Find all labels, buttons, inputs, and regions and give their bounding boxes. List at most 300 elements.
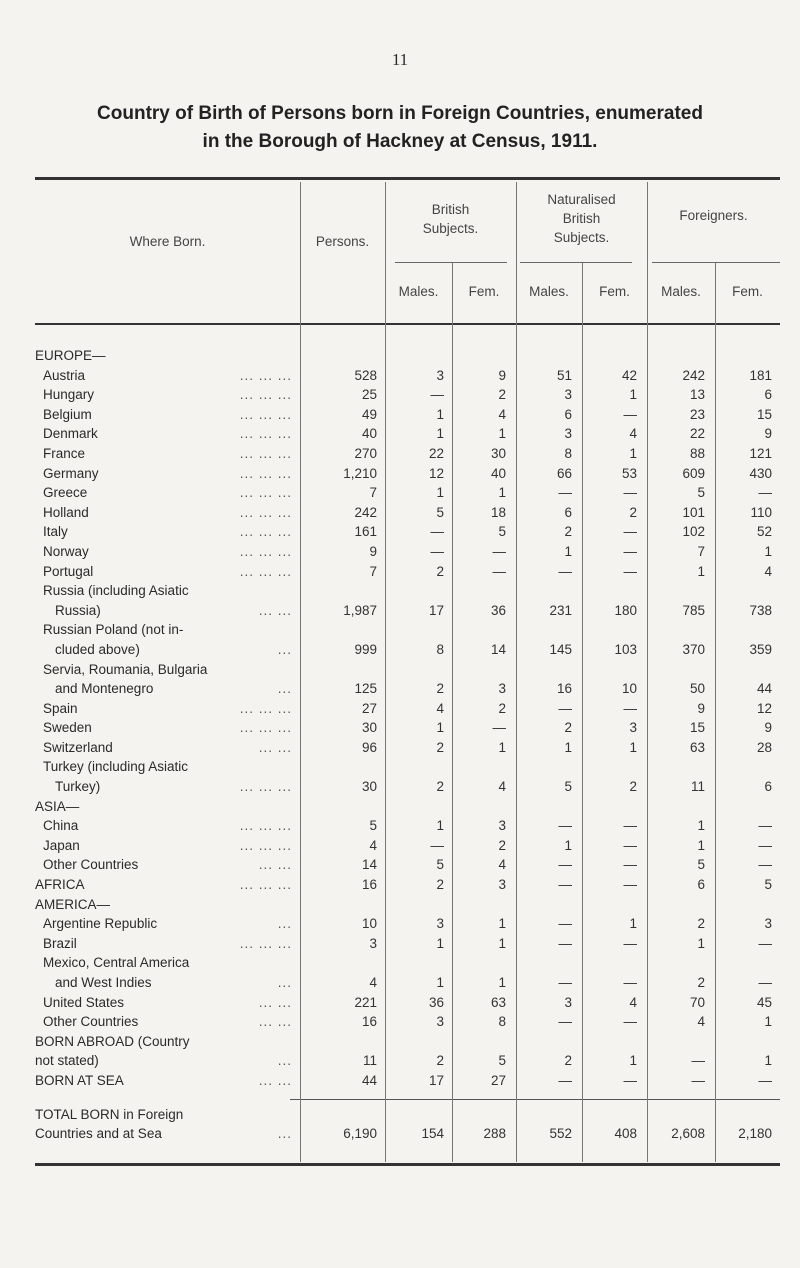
header-foreigners: Foreigners.: [679, 208, 748, 223]
total-cell: [300, 1124, 385, 1144]
cell-value: 1: [498, 485, 506, 501]
table-cell: [516, 757, 582, 777]
table-cell: [452, 1032, 516, 1052]
cell-value: 3: [629, 720, 637, 736]
cell-value: 70: [689, 994, 705, 1010]
cell-value: 1: [436, 935, 444, 951]
table-row: [35, 993, 780, 1013]
total-value: 408: [614, 1126, 637, 1142]
table-cell: [385, 699, 452, 719]
cell-value: 125: [354, 681, 377, 697]
table-cell: [715, 503, 780, 523]
table-cell: [300, 1051, 385, 1071]
cell-value: 609: [682, 465, 705, 481]
cell-value: 242: [354, 504, 377, 520]
cell-value: 9: [498, 367, 506, 383]
cell-value: 4: [629, 994, 637, 1010]
table-cell: [452, 895, 516, 915]
leader-dots: ... ... ...: [239, 387, 292, 403]
table-row: [35, 718, 780, 738]
table-row: [35, 679, 780, 699]
cell-value: 1: [764, 1053, 772, 1069]
row-label-text: Switzerland: [43, 739, 113, 755]
total-value: 288: [483, 1126, 506, 1142]
cell-value: 1: [436, 720, 444, 736]
table-cell: [715, 581, 780, 601]
leader-dots: ...: [277, 641, 292, 657]
table-cell: [300, 620, 385, 640]
title-line-2: in the Borough of Hackney at Census, 1911.: [202, 131, 598, 152]
table-cell: [647, 797, 715, 817]
table-cell: [452, 385, 516, 405]
row-label-text: Denmark: [43, 426, 98, 442]
table-cell: [300, 542, 385, 562]
row-label: [35, 738, 300, 758]
cell-value: —: [558, 1072, 572, 1088]
cell-value: 2: [564, 524, 572, 540]
row-label: [35, 914, 300, 934]
cell-value: 27: [361, 700, 377, 716]
cell-value: —: [623, 524, 637, 540]
table-cell: [582, 562, 647, 582]
table-row: [35, 1071, 780, 1091]
table-cell: [300, 522, 385, 542]
cell-value: 4: [697, 1014, 705, 1030]
cell-value: 2: [436, 1053, 444, 1069]
table-cell: [647, 914, 715, 934]
row-label: [35, 366, 300, 386]
table-cell: [452, 503, 516, 523]
table-row: [35, 522, 780, 542]
table-cell: [452, 562, 516, 582]
table-cell: [300, 875, 385, 895]
table-row: [35, 660, 780, 680]
cell-value: 2: [436, 779, 444, 795]
row-label-text: Germany: [43, 465, 99, 481]
table-cell: [582, 444, 647, 464]
total-label-line2: [35, 1124, 300, 1144]
table-cell: [385, 934, 452, 954]
cell-value: —: [623, 563, 637, 579]
cell-value: 44: [361, 1072, 377, 1088]
cell-value: 45: [756, 994, 772, 1010]
cell-value: 270: [354, 445, 377, 461]
leader-dots: ... ...: [258, 1072, 292, 1088]
table-cell: [516, 346, 582, 366]
cell-value: —: [758, 857, 772, 873]
row-label: [35, 777, 300, 797]
row-label-text: Portugal: [43, 563, 94, 579]
row-label-text: ASIA—: [35, 798, 80, 814]
table-cell: [647, 1071, 715, 1091]
cell-value: 3: [498, 818, 506, 834]
cell-value: 49: [361, 406, 377, 422]
cell-value: —: [623, 1014, 637, 1030]
leader-dots: ... ... ...: [239, 818, 292, 834]
table-cell: [385, 718, 452, 738]
cell-value: 3: [436, 1014, 444, 1030]
leader-dots: ... ...: [258, 739, 292, 755]
cell-value: —: [623, 700, 637, 716]
cell-value: —: [691, 1053, 705, 1069]
cell-value: —: [758, 837, 772, 853]
table-cell: [715, 1032, 780, 1052]
table-cell: [385, 895, 452, 915]
row-label-text: AFRICA: [35, 877, 85, 893]
table-cell: [452, 366, 516, 386]
table-bottom-rule: [35, 1163, 780, 1166]
table-cell: [582, 346, 647, 366]
cell-value: 23: [689, 406, 705, 422]
table-row: [35, 953, 780, 973]
row-label-text: and Montenegro: [55, 681, 154, 697]
cell-value: 15: [756, 406, 772, 422]
row-label: [35, 895, 300, 915]
header-british-males: Males.: [398, 284, 439, 299]
table-cell: [516, 934, 582, 954]
table-cell: [385, 679, 452, 699]
row-label-text: Turkey): [55, 779, 101, 795]
cell-value: —: [492, 563, 506, 579]
table-cell: [300, 895, 385, 915]
table-row: [35, 464, 780, 484]
table-cell: [582, 1105, 647, 1125]
table-cell: [647, 953, 715, 973]
table-cell: [300, 1071, 385, 1091]
table-cell: [385, 503, 452, 523]
table-row: [35, 366, 780, 386]
row-label: [35, 855, 300, 875]
table-cell: [516, 1051, 582, 1071]
cell-value: 17: [428, 602, 444, 618]
row-label: [35, 953, 300, 973]
cell-value: 5: [764, 877, 772, 893]
cell-value: 1: [764, 543, 772, 559]
row-label: [35, 934, 300, 954]
table-row: [35, 620, 780, 640]
table-cell: [715, 424, 780, 444]
leader-dots: ... ... ...: [239, 426, 292, 442]
table-row: [35, 346, 780, 366]
table-cell: [452, 346, 516, 366]
table-cell: [385, 366, 452, 386]
row-label: [35, 679, 300, 699]
cell-value: —: [430, 543, 444, 559]
cell-value: —: [558, 563, 572, 579]
total-cell: [452, 1124, 516, 1144]
table-cell: [715, 777, 780, 797]
table-cell: [385, 1071, 452, 1091]
table-cell: [452, 973, 516, 993]
table-cell: [582, 993, 647, 1013]
table-cell: [385, 797, 452, 817]
table-cell: [582, 934, 647, 954]
table-cell: [715, 660, 780, 680]
table-cell: [385, 385, 452, 405]
total-value: 2,608: [671, 1126, 705, 1142]
table-cell: [582, 581, 647, 601]
table-cell: [452, 836, 516, 856]
table-cell: [582, 816, 647, 836]
total-cell: [715, 1124, 780, 1144]
cell-value: 30: [361, 720, 377, 736]
cell-value: 5: [498, 524, 506, 540]
cell-value: 785: [682, 602, 705, 618]
row-label-text: Spain: [43, 700, 78, 716]
table-cell: [582, 503, 647, 523]
table-cell: [516, 855, 582, 875]
header-naturalised: Naturalised British Subjects.: [547, 192, 616, 245]
table-cell: [715, 601, 780, 621]
row-label-text: Russia): [55, 602, 101, 618]
table-cell: [647, 542, 715, 562]
row-label-text: Argentine Republic: [43, 916, 158, 932]
table-cell: [452, 1012, 516, 1032]
table-cell: [452, 581, 516, 601]
table-cell: [715, 816, 780, 836]
cell-value: 8: [436, 641, 444, 657]
table-cell: [452, 483, 516, 503]
table-cell: [582, 699, 647, 719]
table-row: [35, 836, 780, 856]
table-cell: [647, 816, 715, 836]
table-cell: [516, 503, 582, 523]
cell-value: 4: [436, 700, 444, 716]
table-cell: [582, 914, 647, 934]
leader-dots: ... ... ...: [239, 543, 292, 559]
table-cell: [715, 483, 780, 503]
table-row: [35, 503, 780, 523]
cell-value: 53: [621, 465, 637, 481]
table-cell: [582, 522, 647, 542]
cell-value: 1: [436, 975, 444, 990]
leader-dots: ... ... ...: [239, 524, 292, 540]
table-cell: [647, 405, 715, 425]
total-cell: [385, 1124, 452, 1144]
cell-value: —: [492, 543, 506, 559]
cell-value: 30: [490, 445, 506, 461]
table-cell: [582, 1012, 647, 1032]
table-cell: [452, 993, 516, 1013]
cell-value: 1: [697, 935, 705, 951]
cell-value: 1: [436, 406, 444, 422]
table-row: [35, 934, 780, 954]
cell-value: 51: [556, 367, 572, 383]
table-cell: [385, 1032, 452, 1052]
leader-dots: ... ...: [258, 1014, 292, 1030]
cell-value: 4: [498, 779, 506, 795]
row-label-text: BORN AT SEA: [35, 1072, 124, 1088]
table-cell: [385, 522, 452, 542]
table-cell: [715, 718, 780, 738]
table-cell: [300, 346, 385, 366]
table-cell: [647, 699, 715, 719]
table-cell: [647, 366, 715, 386]
table-cell: [452, 797, 516, 817]
cell-value: 96: [361, 739, 377, 755]
table-cell: [300, 1012, 385, 1032]
birthplace-table: [35, 346, 780, 1144]
cell-value: 16: [361, 1014, 377, 1030]
page-title: [40, 100, 760, 156]
table-cell: [715, 464, 780, 484]
table-cell: [516, 895, 582, 915]
cell-value: 2: [498, 700, 506, 716]
leader-dots: ...: [277, 681, 292, 697]
cell-value: —: [623, 406, 637, 422]
table-row: [35, 601, 780, 621]
cell-value: 3: [498, 877, 506, 893]
table-row: [35, 855, 780, 875]
table-cell: [300, 503, 385, 523]
total-cell: [582, 1124, 647, 1144]
table-cell: [582, 542, 647, 562]
table-cell: [516, 1071, 582, 1091]
table-cell: [516, 836, 582, 856]
cell-value: 999: [354, 641, 377, 657]
cell-value: 221: [354, 994, 377, 1010]
table-cell: [385, 542, 452, 562]
cell-value: 1: [564, 837, 572, 853]
cell-value: 1: [498, 935, 506, 951]
cell-value: 2: [436, 877, 444, 893]
cell-value: 8: [564, 445, 572, 461]
table-cell: [516, 464, 582, 484]
cell-value: 1: [436, 426, 444, 442]
table-cell: [516, 993, 582, 1013]
table-cell: [516, 699, 582, 719]
table-cell: [647, 973, 715, 993]
cell-value: 16: [556, 681, 572, 697]
cell-value: 1: [498, 975, 506, 990]
table-cell: [516, 562, 582, 582]
table-cell: [300, 581, 385, 601]
row-label: [35, 718, 300, 738]
table-cell: [516, 424, 582, 444]
header-naturalised-fem: Fem.: [599, 284, 630, 299]
table-row: [35, 405, 780, 425]
row-label-text: Turkey (including Asiatic: [43, 759, 189, 775]
leader-dots: ... ... ...: [239, 877, 292, 893]
table-cell: [300, 934, 385, 954]
cell-value: —: [758, 485, 772, 501]
table-cell: [385, 601, 452, 621]
table-cell: [647, 1032, 715, 1052]
table-cell: [715, 797, 780, 817]
table-row: [35, 424, 780, 444]
cell-value: 430: [749, 465, 772, 481]
cell-value: 10: [621, 681, 637, 697]
cell-value: 5: [697, 857, 705, 873]
table-row: [35, 640, 780, 660]
row-label-text: Mexico, Central America: [43, 955, 190, 971]
cell-value: 4: [764, 563, 772, 579]
cell-value: 11: [362, 1053, 377, 1069]
cell-value: 161: [354, 524, 377, 540]
cell-value: 3: [764, 916, 772, 932]
cell-value: 12: [756, 700, 772, 716]
cell-value: 17: [428, 1072, 444, 1088]
cell-value: 18: [490, 504, 506, 520]
table-cell: [647, 424, 715, 444]
table-cell: [385, 816, 452, 836]
cell-value: 2: [436, 681, 444, 697]
header-bottom-rule: [35, 323, 780, 325]
table-cell: [715, 953, 780, 973]
cell-value: 370: [682, 641, 705, 657]
cell-value: 2: [629, 779, 637, 795]
table-cell: [385, 346, 452, 366]
table-cell: [647, 1012, 715, 1032]
cell-value: 5: [369, 818, 377, 834]
row-label: [35, 542, 300, 562]
row-label-text: EUROPE—: [35, 348, 106, 363]
table-row: [35, 562, 780, 582]
table-row: [35, 797, 780, 817]
cell-value: 28: [756, 739, 772, 755]
cell-value: 6: [564, 504, 572, 520]
table-cell: [516, 875, 582, 895]
total-cell: [647, 1124, 715, 1144]
header-persons: Persons.: [315, 234, 370, 249]
table-cell: [516, 620, 582, 640]
table-cell: [647, 503, 715, 523]
cell-value: 4: [369, 837, 377, 853]
cell-value: 3: [564, 426, 572, 442]
header-foreigners-fem: Fem.: [732, 284, 763, 299]
row-label: [35, 660, 300, 680]
cell-value: 1,210: [343, 465, 377, 481]
table-cell: [300, 562, 385, 582]
table-row: [35, 444, 780, 464]
table-cell: [647, 640, 715, 660]
leader-dots: ... ...: [258, 857, 292, 873]
cell-value: 9: [369, 543, 377, 559]
table-row: [35, 757, 780, 777]
table-cell: [647, 522, 715, 542]
cell-value: —: [558, 818, 572, 834]
table-row: [35, 973, 780, 993]
table-cell: [300, 444, 385, 464]
cell-value: —: [430, 524, 444, 540]
leader-dots: ...: [277, 1053, 292, 1069]
table-cell: [715, 836, 780, 856]
table-cell: [300, 718, 385, 738]
table-cell: [516, 581, 582, 601]
cell-value: —: [623, 975, 637, 990]
table-cell: [300, 953, 385, 973]
table-cell: [715, 1071, 780, 1091]
total-cell: [516, 1124, 582, 1144]
table-cell: [452, 699, 516, 719]
row-label: [35, 444, 300, 464]
table-cell: [582, 405, 647, 425]
cell-value: 3: [436, 916, 444, 932]
row-label-text: Japan: [43, 837, 80, 853]
row-label: [35, 816, 300, 836]
cell-value: 3: [498, 681, 506, 697]
table-cell: [715, 444, 780, 464]
table-cell: [300, 855, 385, 875]
table-cell: [582, 601, 647, 621]
table-cell: [647, 855, 715, 875]
row-label: [35, 620, 300, 640]
table-cell: [715, 522, 780, 542]
naturalised-sub-rule: [520, 262, 632, 263]
total-value: 6,190: [343, 1126, 377, 1142]
table-cell: [385, 424, 452, 444]
table-cell: [582, 836, 647, 856]
